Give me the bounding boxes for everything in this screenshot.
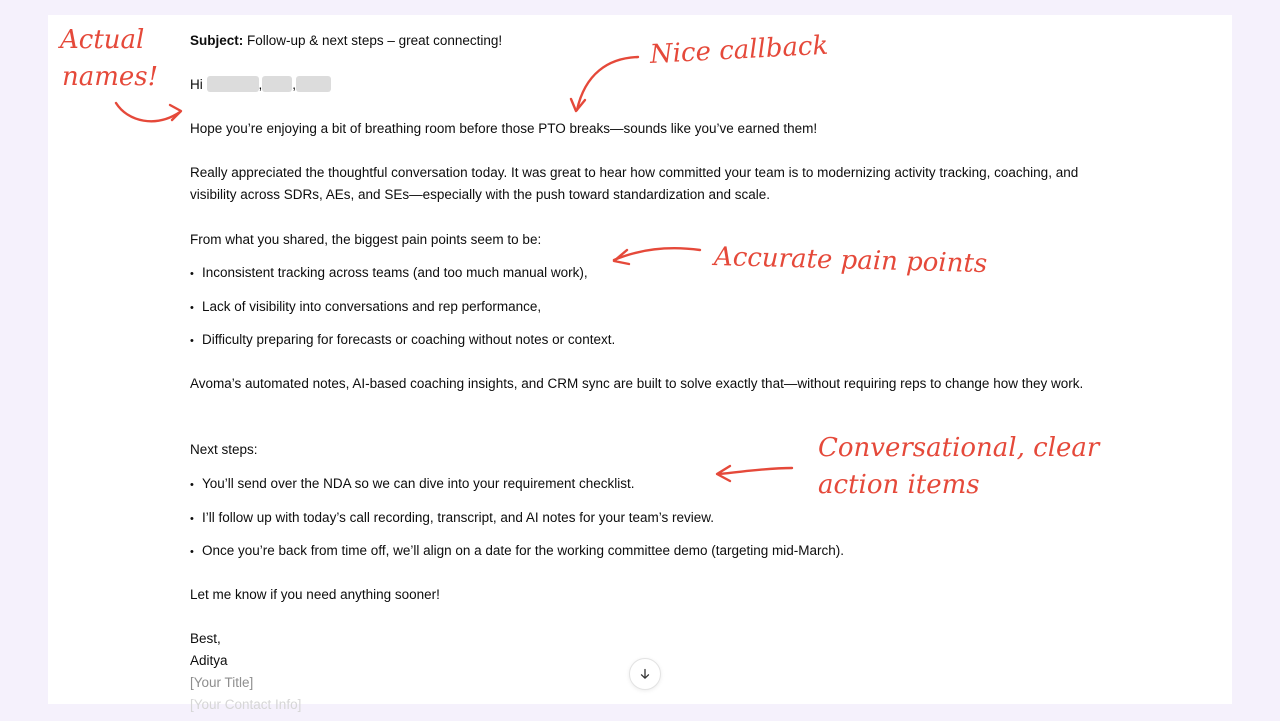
greeting-word: Hi bbox=[190, 77, 203, 92]
pain-point-text: Lack of visibility into conversations and rep performance, bbox=[202, 299, 542, 314]
closing-line: Let me know if you need anything sooner! bbox=[190, 587, 440, 602]
sender-name: Aditya bbox=[190, 653, 228, 668]
title-placeholder: [Your Title] bbox=[190, 675, 254, 690]
appreciation-paragraph: Really appreciated the thoughtful conversation today. It was great to hear how committed your team is to modernizing activity tracking, coaching, and visibility across SDRs, AEs, and SEs—especially with the push toward standardization and scale. bbox=[190, 165, 1079, 202]
annotation-action-line-1: Conversational, clear bbox=[818, 433, 1100, 463]
pain-point-text: Inconsistent tracking across teams (and too much manual work), bbox=[202, 265, 588, 280]
pain-points-intro: From what you shared, the biggest pain points seem to be: bbox=[190, 232, 542, 247]
next-step-text: Once you’re back from time off, we’ll align on a date for the working committee demo (targeting mid-March). bbox=[202, 543, 845, 558]
action-items-arrow-icon bbox=[718, 468, 792, 474]
subject-text: Follow-up & next steps – great connecting! bbox=[243, 33, 503, 48]
name-separator: , bbox=[292, 77, 297, 92]
name-separator: , bbox=[258, 77, 263, 92]
annotation-action-line-2: action items bbox=[818, 470, 980, 500]
next-step-text: I’ll follow up with today’s call recording, transcript, and AI notes for your team’s review. bbox=[202, 510, 714, 525]
intro-paragraph: Hope you’re enjoying a bit of breathing room before those PTO breaks—sounds like you’ve earned them! bbox=[190, 121, 818, 136]
annotation-pain-points: Accurate pain points bbox=[713, 242, 988, 280]
subject-label: Subject: bbox=[190, 33, 244, 48]
next-step-text: You’ll send over the NDA so we can dive into your requirement checklist. bbox=[202, 476, 635, 491]
annotation-names-line-2: names! bbox=[62, 62, 159, 92]
contact-placeholder: [Your Contact Info] bbox=[190, 697, 302, 712]
signoff: Best, bbox=[190, 631, 221, 646]
next-steps-label: Next steps: bbox=[190, 442, 258, 457]
callback-arrow-icon bbox=[577, 57, 638, 110]
pain-point-text: Difficulty preparing for forecasts or coaching without notes or context. bbox=[202, 332, 616, 347]
annotation-callback: Nice callback bbox=[649, 30, 829, 70]
solution-paragraph: Avoma’s automated notes, AI-based coaching insights, and CRM sync are built to solve exactly that—without requiring reps to change how they work. bbox=[190, 376, 1084, 391]
annotation-names-line-1: Actual bbox=[60, 25, 145, 55]
